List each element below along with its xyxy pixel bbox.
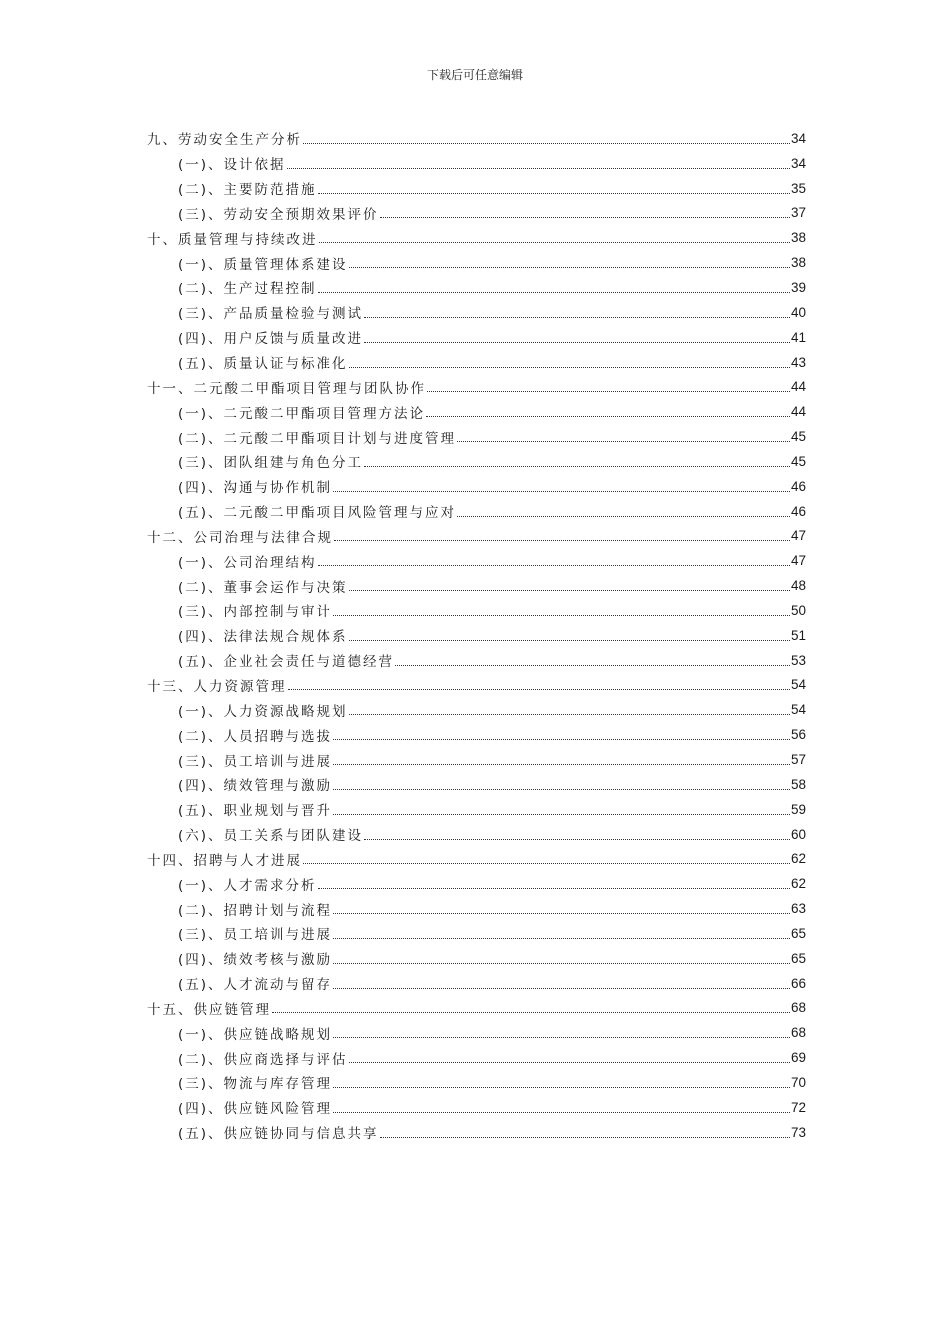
toc-entry-title: (一)、设计依据 (178, 157, 286, 174)
toc-section-entry[interactable] (147, 573, 806, 598)
toc-entry-page-number: 68 (790, 1025, 806, 1041)
toc-section-entry[interactable] (147, 971, 806, 996)
toc-entry-page-number: 45 (790, 429, 806, 445)
toc-section-entry[interactable] (147, 350, 806, 375)
toc-entry-page-number: 44 (790, 404, 806, 420)
toc-section-entry[interactable] (147, 871, 806, 896)
toc-entry-page-number: 47 (790, 528, 806, 544)
toc-entry-page-number: 63 (790, 901, 806, 917)
toc-section-entry[interactable] (147, 399, 806, 424)
toc-entry-title: (一)、公司治理结构 (178, 554, 317, 571)
toc-entry-page-number: 44 (790, 379, 806, 395)
toc-leader-dots (303, 853, 790, 864)
toc-section-entry[interactable] (147, 946, 806, 971)
toc-entry-title: (四)、沟通与协作机制 (178, 480, 333, 497)
toc-section-entry[interactable] (147, 1095, 806, 1120)
toc-entry-page-number: 54 (790, 702, 806, 718)
toc-section-entry[interactable] (147, 1070, 806, 1095)
toc-entry-page-number: 39 (790, 279, 806, 295)
toc-entry-page-number: 50 (790, 602, 806, 618)
toc-section-entry[interactable] (147, 499, 806, 524)
toc-section-entry[interactable] (147, 474, 806, 499)
toc-entry-title: (五)、质量认证与标准化 (178, 356, 348, 373)
toc-section-entry[interactable] (147, 325, 806, 350)
toc-leader-dots (380, 1127, 790, 1138)
toc-entry-page-number: 43 (790, 354, 806, 370)
toc-entry-title: 九、劳动安全生产分析 (147, 132, 302, 149)
toc-entry-page-number: 40 (790, 304, 806, 320)
toc-leader-dots (333, 978, 790, 989)
toc-entry-page-number: 54 (790, 677, 806, 693)
toc-section-entry[interactable] (147, 1020, 806, 1045)
toc-entry-title: (五)、二元酸二甲酯项目风险管理与应对 (178, 505, 457, 522)
toc-leader-dots (272, 1002, 790, 1013)
toc-entry-title: (二)、主要防范措施 (178, 182, 317, 199)
toc-leader-dots (333, 481, 790, 492)
toc-entry-page-number: 34 (790, 130, 806, 146)
toc-entry-title: (四)、绩效考核与激励 (178, 952, 333, 969)
toc-leader-dots (457, 506, 790, 517)
toc-section-entry[interactable] (147, 648, 806, 673)
toc-section-entry[interactable] (147, 1120, 806, 1145)
toc-entry-page-number: 48 (790, 578, 806, 594)
toc-entry-page-number: 45 (790, 453, 806, 469)
toc-section-entry[interactable] (147, 797, 806, 822)
toc-leader-dots (426, 406, 790, 417)
toc-entry-title: (四)、法律法规合规体系 (178, 629, 348, 646)
toc-entry-title: (四)、用户反馈与质量改进 (178, 331, 364, 348)
toc-leader-dots (349, 357, 790, 368)
toc-section-entry[interactable] (147, 598, 806, 623)
toc-chapter-entry[interactable] (147, 673, 806, 698)
toc-entry-page-number: 41 (790, 329, 806, 345)
toc-leader-dots (333, 779, 790, 790)
toc-entry-page-number: 56 (790, 727, 806, 743)
toc-entry-title: (六)、员工关系与团队建设 (178, 828, 364, 845)
toc-entry-title: (一)、二元酸二甲酯项目管理方法论 (178, 405, 426, 422)
toc-leader-dots (318, 878, 790, 889)
toc-leader-dots (288, 679, 790, 690)
toc-section-entry[interactable] (147, 822, 806, 847)
toc-entry-page-number: 35 (790, 180, 806, 196)
toc-entry-page-number: 38 (790, 255, 806, 271)
page-header: 下载后可任意编辑 (426, 68, 523, 82)
toc-entry-title: 十一、二元酸二甲酯项目管理与团队协作 (147, 380, 426, 397)
toc-leader-dots (395, 655, 790, 666)
toc-entry-page-number: 62 (790, 876, 806, 892)
toc-entry-page-number: 34 (790, 155, 806, 171)
toc-entry-title: (三)、员工培训与进展 (178, 927, 333, 944)
toc-entry-page-number: 46 (790, 478, 806, 494)
toc-entry-page-number: 47 (790, 553, 806, 569)
toc-entry-page-number: 62 (790, 851, 806, 867)
toc-section-entry[interactable] (147, 250, 806, 275)
toc-entry-title: (一)、人才需求分析 (178, 877, 317, 894)
toc-entry-title: (一)、供应链战略规划 (178, 1026, 333, 1043)
toc-entry-page-number: 38 (790, 230, 806, 246)
toc-section-entry[interactable] (147, 300, 806, 325)
toc-entry-title: (三)、物流与库存管理 (178, 1076, 333, 1093)
toc-leader-dots (318, 282, 790, 293)
toc-chapter-entry[interactable] (147, 126, 806, 151)
toc-section-entry[interactable] (147, 548, 806, 573)
toc-leader-dots (349, 1052, 790, 1063)
toc-entry-title: (五)、企业社会责任与道德经营 (178, 654, 395, 671)
toc-chapter-entry[interactable] (147, 225, 806, 250)
toc-entry-page-number: 59 (790, 801, 806, 817)
toc-leader-dots (364, 307, 790, 318)
toc-leader-dots (318, 555, 790, 566)
table-of-contents (147, 126, 806, 1145)
toc-leader-dots (364, 829, 790, 840)
toc-leader-dots (349, 630, 790, 641)
toc-entry-title: (三)、员工培训与进展 (178, 753, 333, 770)
toc-leader-dots (333, 953, 790, 964)
toc-leader-dots (287, 158, 790, 169)
toc-chapter-entry[interactable] (147, 524, 806, 549)
toc-leader-dots (333, 729, 790, 740)
toc-leader-dots (333, 1102, 790, 1113)
toc-section-entry[interactable] (147, 722, 806, 747)
toc-entry-page-number: 46 (790, 503, 806, 519)
toc-entry-page-number: 60 (790, 826, 806, 842)
toc-entry-title: (五)、供应链协同与信息共享 (178, 1126, 379, 1143)
toc-entry-page-number: 57 (790, 752, 806, 768)
toc-entry-page-number: 51 (790, 627, 806, 643)
toc-section-entry[interactable] (147, 697, 806, 722)
toc-entry-title: 十三、人力资源管理 (147, 678, 287, 695)
toc-section-entry[interactable] (147, 449, 806, 474)
toc-section-entry[interactable] (147, 424, 806, 449)
toc-leader-dots (349, 704, 790, 715)
toc-entry-page-number: 69 (790, 1050, 806, 1066)
toc-leader-dots (333, 928, 790, 939)
toc-section-entry[interactable] (147, 921, 806, 946)
toc-entry-page-number: 65 (790, 950, 806, 966)
toc-section-entry[interactable] (147, 623, 806, 648)
toc-leader-dots (457, 431, 790, 442)
toc-entry-title: (二)、人员招聘与选拔 (178, 728, 333, 745)
toc-entry-page-number: 65 (790, 925, 806, 941)
toc-entry-page-number: 58 (790, 776, 806, 792)
toc-leader-dots (349, 257, 790, 268)
toc-section-entry[interactable] (147, 896, 806, 921)
toc-entry-title: (二)、生产过程控制 (178, 281, 317, 298)
toc-section-entry[interactable] (147, 1045, 806, 1070)
toc-section-entry[interactable] (147, 151, 806, 176)
toc-entry-title: 十、质量管理与持续改进 (147, 231, 318, 248)
toc-entry-page-number: 70 (790, 1074, 806, 1090)
toc-entry-title: (三)、内部控制与审计 (178, 604, 333, 621)
toc-section-entry[interactable] (147, 275, 806, 300)
toc-leader-dots (333, 754, 790, 765)
toc-entry-title: (二)、招聘计划与流程 (178, 902, 333, 919)
toc-entry-title: (四)、绩效管理与激励 (178, 778, 333, 795)
toc-entry-page-number: 53 (790, 652, 806, 668)
toc-entry-title: (四)、供应链风险管理 (178, 1101, 333, 1118)
toc-leader-dots (364, 332, 790, 343)
toc-entry-title: 十五、供应链管理 (147, 1001, 271, 1018)
toc-leader-dots (303, 133, 790, 144)
toc-section-entry[interactable] (147, 176, 806, 201)
toc-entry-page-number: 68 (790, 1000, 806, 1016)
toc-entry-title: (五)、人才流动与留存 (178, 977, 333, 994)
toc-entry-title: (二)、二元酸二甲酯项目计划与进度管理 (178, 430, 457, 447)
toc-leader-dots (333, 903, 790, 914)
toc-leader-dots (333, 1077, 790, 1088)
toc-leader-dots (364, 456, 790, 467)
toc-entry-title: (一)、人力资源战略规划 (178, 703, 348, 720)
toc-entry-title: (二)、董事会运作与决策 (178, 579, 348, 596)
toc-leader-dots (427, 381, 790, 392)
toc-leader-dots (380, 207, 790, 218)
toc-entry-title: 十二、公司治理与法律合规 (147, 529, 333, 546)
toc-leader-dots (349, 580, 790, 591)
toc-entry-page-number: 66 (790, 975, 806, 991)
toc-leader-dots (333, 1027, 790, 1038)
toc-entry-title: (三)、劳动安全预期效果评价 (178, 206, 379, 223)
toc-chapter-entry[interactable] (147, 996, 806, 1021)
toc-entry-title: (三)、产品质量检验与测试 (178, 306, 364, 323)
toc-chapter-entry[interactable] (147, 846, 806, 871)
toc-entry-page-number: 73 (790, 1124, 806, 1140)
toc-entry-title: (五)、职业规划与晋升 (178, 803, 333, 820)
toc-entry-page-number: 37 (790, 205, 806, 221)
toc-section-entry[interactable] (147, 747, 806, 772)
toc-leader-dots (333, 605, 790, 616)
toc-section-entry[interactable] (147, 201, 806, 226)
toc-entry-page-number: 72 (790, 1099, 806, 1115)
toc-leader-dots (333, 804, 790, 815)
toc-chapter-entry[interactable] (147, 374, 806, 399)
toc-entry-title: 十四、招聘与人才进展 (147, 852, 302, 869)
toc-leader-dots (318, 183, 790, 194)
toc-entry-title: (一)、质量管理体系建设 (178, 256, 348, 273)
toc-leader-dots (334, 530, 790, 541)
toc-leader-dots (319, 232, 790, 243)
toc-section-entry[interactable] (147, 772, 806, 797)
toc-entry-title: (三)、团队组建与角色分工 (178, 455, 364, 472)
toc-entry-title: (二)、供应商选择与评估 (178, 1051, 348, 1068)
